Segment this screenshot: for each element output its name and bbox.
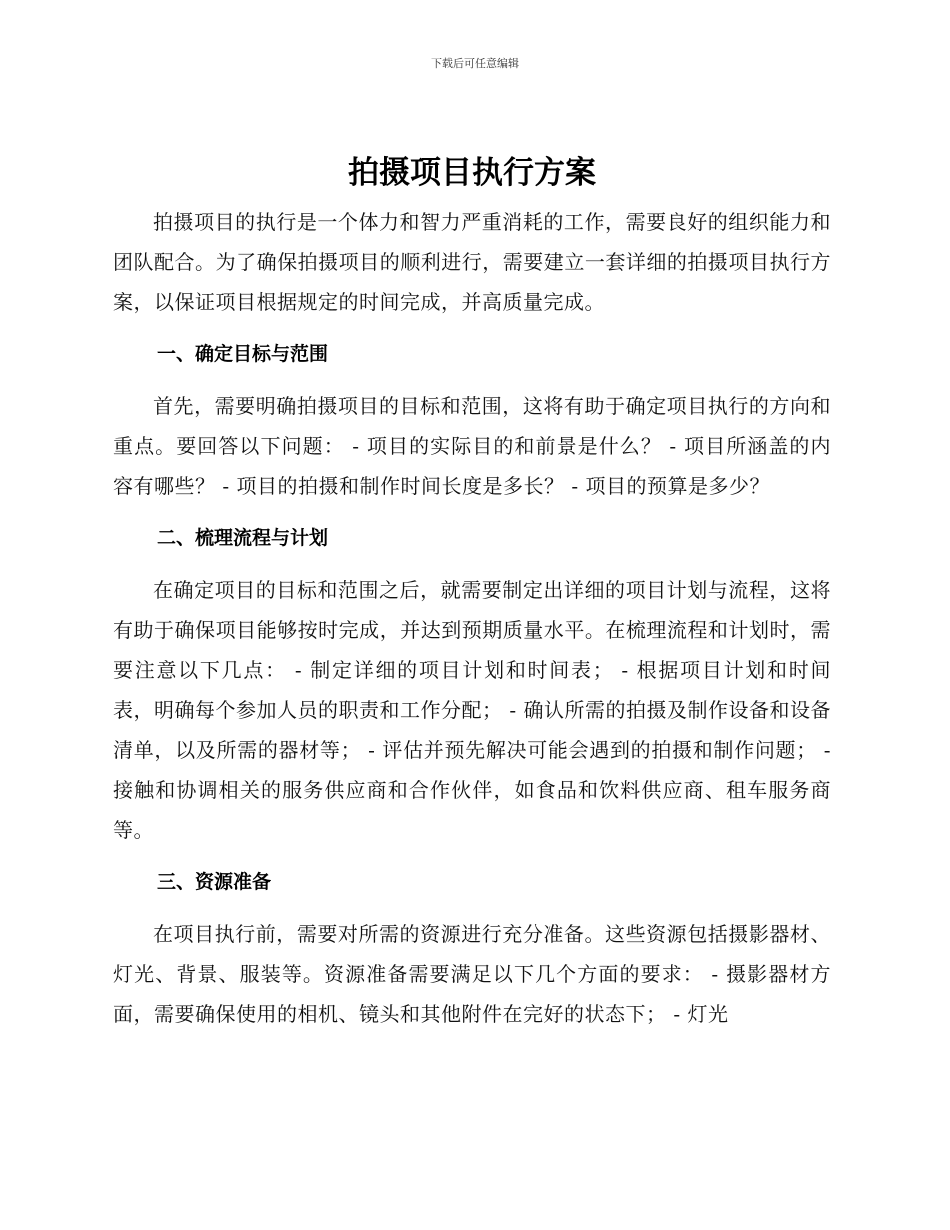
header-note: 下载后可任意编辑 [431,57,519,70]
section-body-process: 在确定项目的目标和范围之后，就需要制定出详细的项目计划与流程，这将有助于确保项目能够按时完成，并达到预期质量水平。在梳理流程和计划时，需要注意以下几点： - 制定详细的项目计划和时间表； - 根据项目计划和时间表，明确每个参加人员的职责和工作分配； - 确认所需的拍摄及制作设备和设备清单，以及所需的器材等； - 评估并预先解决可能会遇到的拍摄和制作问题； - 接触和协调相关的服务供应商和合作伙伴，如食品和饮料供应商、租车服务商等。 [113,578,831,842]
section-heading-goals: 一、确定目标与范围 [157,343,329,365]
document-content [113,150,831,1034]
document-title: 拍摄项目执行方案 [348,155,596,191]
section-heading-process: 二、梳理流程与计划 [157,527,329,549]
intro-paragraph: 拍摄项目的执行是一个体力和智力严重消耗的工作，需要良好的组织能力和团队配合。为了确保拍摄项目的顺利进行，需要建立一套详细的拍摄项目执行方案，以保证项目根据规定的时间完成，并高质量完成。 [113,210,831,314]
section-body-goals: 首先，需要明确拍摄项目的目标和范围，这将有助于确定项目执行的方向和重点。要回答以下问题： - 项目的实际目的和前景是什么？ - 项目所涵盖的内容有哪些？ - 项目的拍摄和制作时间长度是多长？ - 项目的预算是多少？ [113,394,831,498]
section-heading-resources: 三、资源准备 [157,871,272,893]
section-body-resources: 在项目执行前，需要对所需的资源进行充分准备。这些资源包括摄影器材、灯光、背景、服装等。资源准备需要满足以下几个方面的要求： - 摄影器材方面，需要确保使用的相机、镜头和其他附件在完好的状态下； - 灯光 [113,922,831,1026]
